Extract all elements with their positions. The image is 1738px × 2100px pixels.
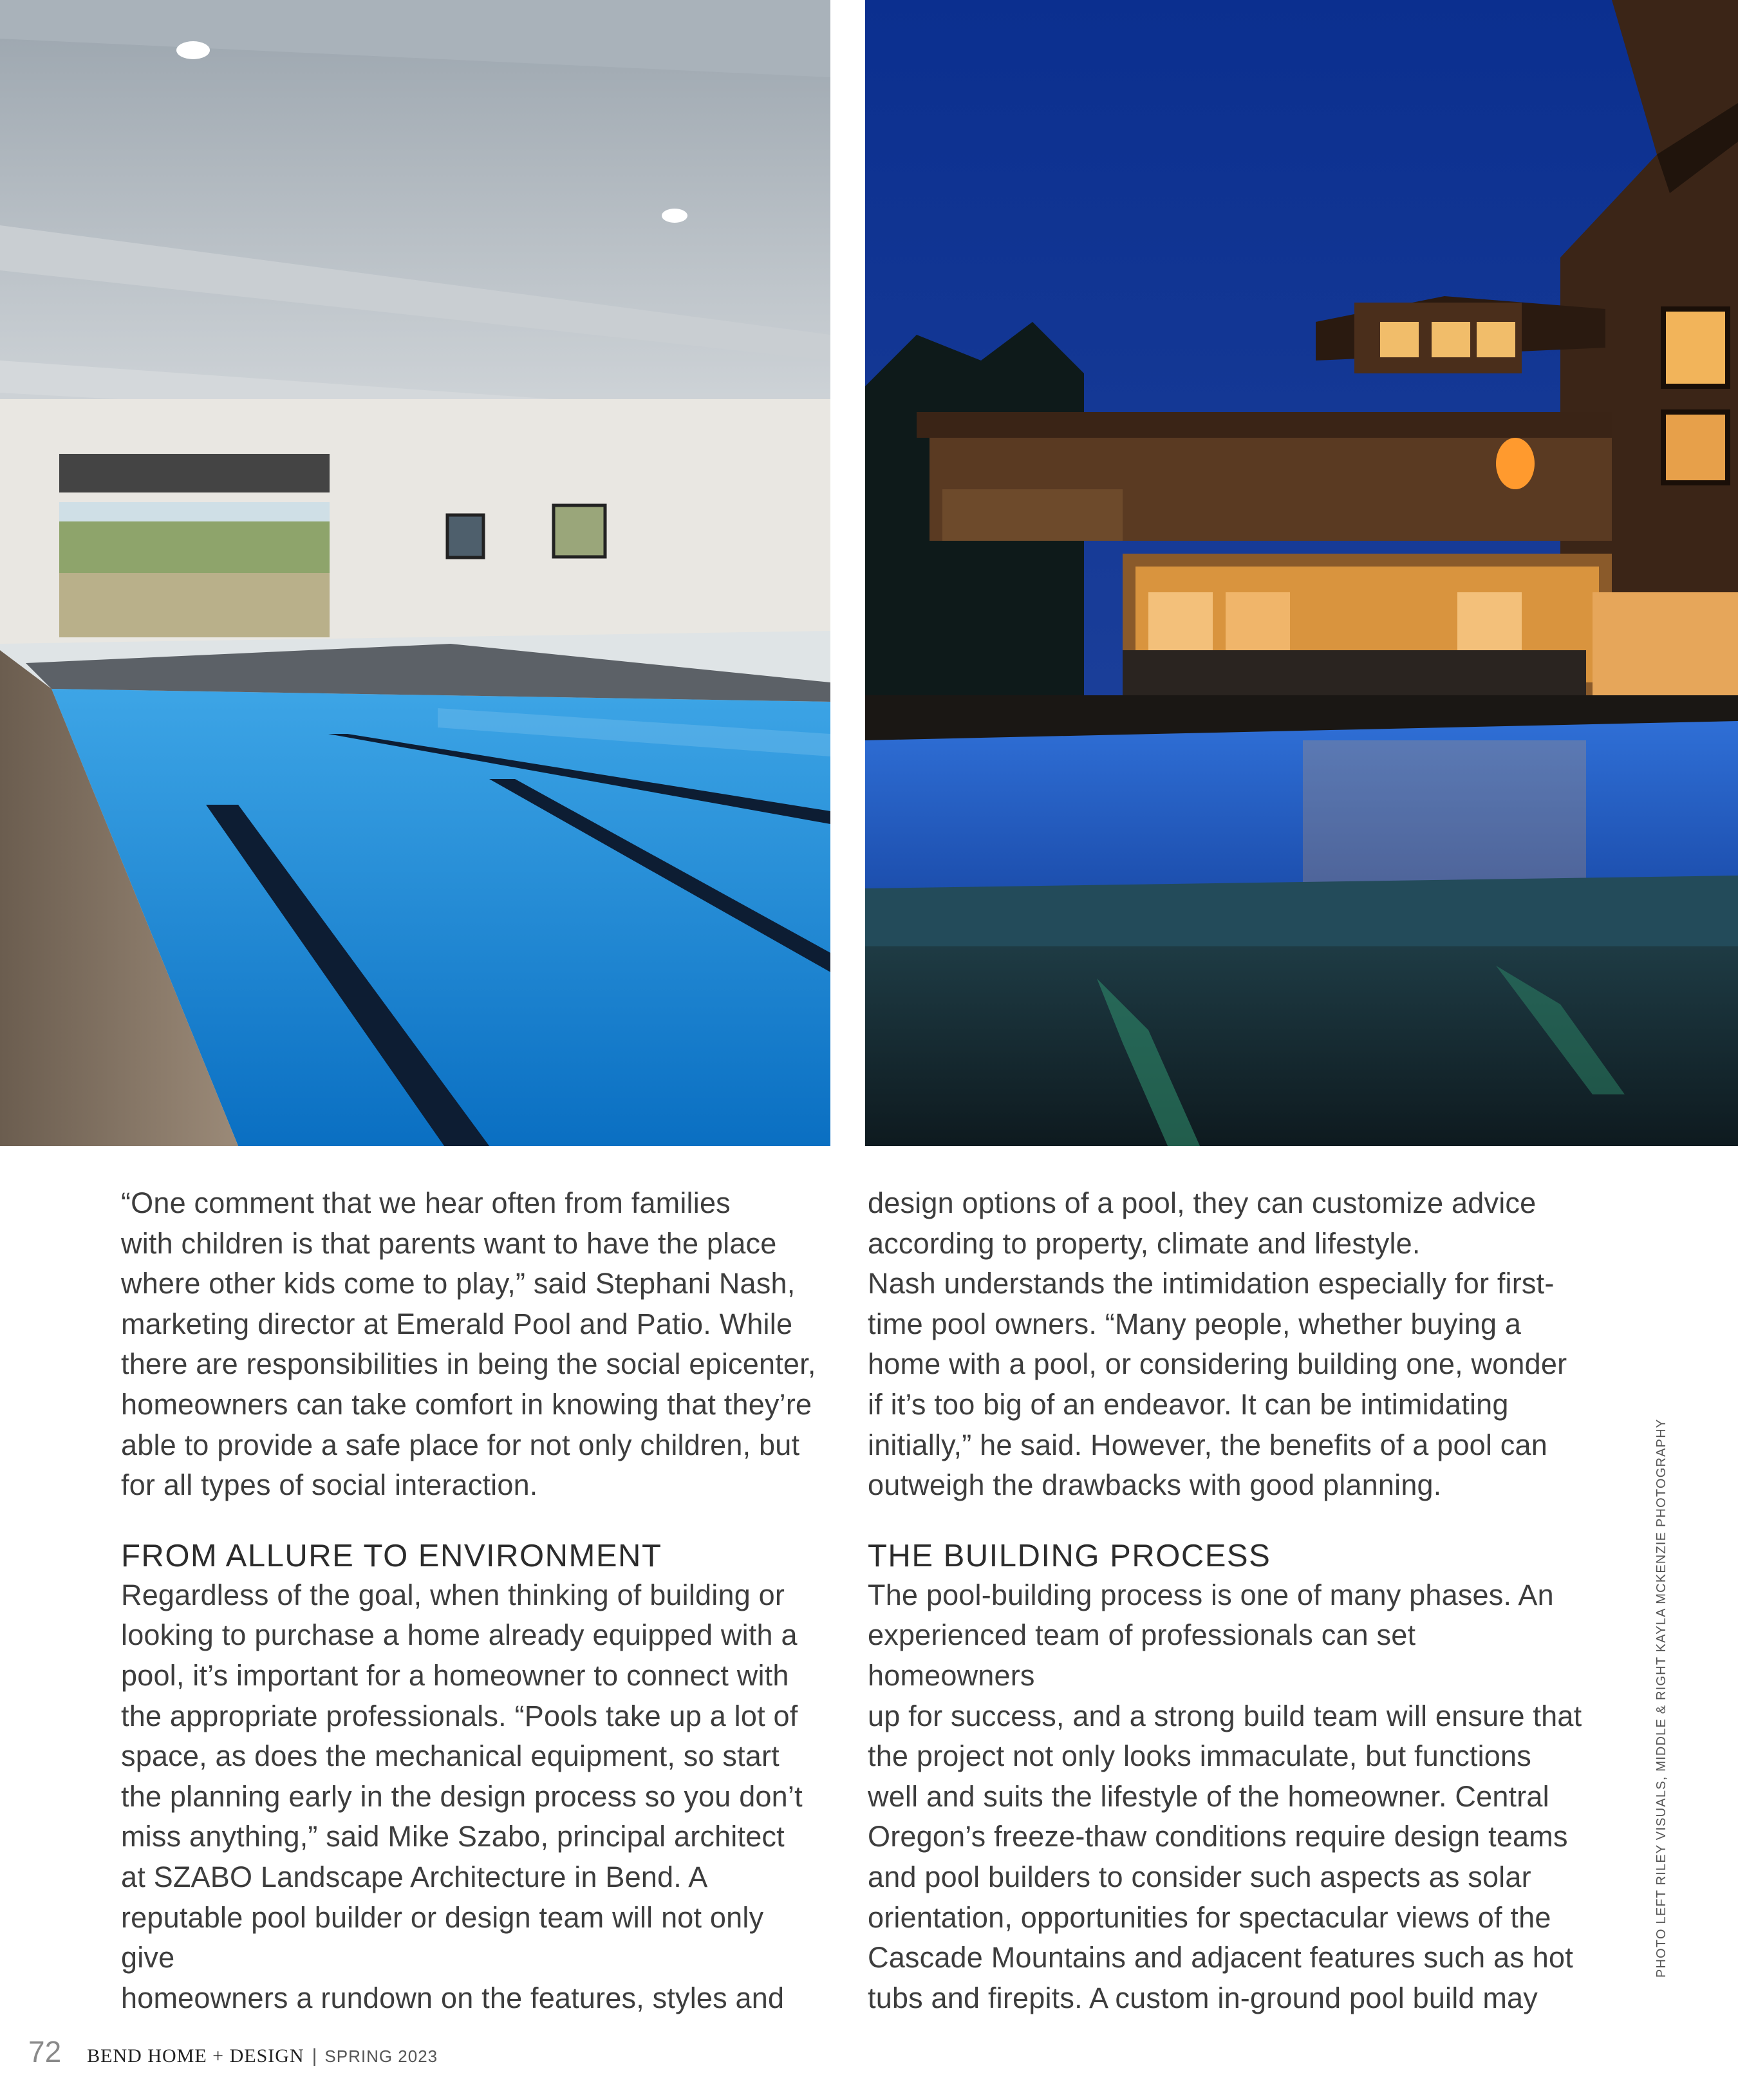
right-paragraph-2: Nash understands the intimidation especially for first- time pool owners. “Many people, whether buying a home with a pool, or considering building one, wonder if it’s too big of an endeavor. It can be intimidating initially,” he said. However, the benefits of a pool can outweigh the drawbacks with good planning. [868, 1267, 1567, 1502]
left-paragraph-1: “One comment that we hear often from families with children is that parents want to have the place where other kids come to play,” said Stephani Nash, marketing director at Emerald Pool and Patio. While there are responsibilities in being the social epicenter, homeowners can take comfort in knowing that they’re able to provide a safe place for not only children, but for all types of social interaction. [121, 1186, 816, 1502]
page-footer [28, 2034, 438, 2073]
page-number: 72 [28, 2035, 62, 2068]
photo-credit: PHOTO LEFT RILEY VISUALS, MIDDLE & RIGHT KAYLA MCKENZIE PHOTOGRAPHY [1654, 1418, 1668, 1978]
heading-building-process: THE BUILDING PROCESS [868, 1538, 1271, 1573]
right-paragraph-3: The pool-building process is one of many phases. An experienced team of professionals can set homeowners up for success, and a strong build team will ensure that the project not only looks immaculate, but functions well and suits the lifestyle of the homeowner. Central Oregon’s freeze-thaw conditions require design teams and pool builders to consider such aspects as solar orientation, opportunities for spectacular views of the Cascade Mountains and adjacent features such as hot tubs and firepits. A custom in-ground pool build may [868, 1578, 1582, 2014]
heading-allure-environment: FROM ALLURE TO ENVIRONMENT [121, 1538, 662, 1573]
left-paragraph-2: Regardless of the goal, when thinking of building or looking to purchase a home already equipped with a pool, it’s important for a homeowner to connect with the appropriate professionals. “Pools take up a lot of space, as does the mechanical equipment, so start the planning early in the design process so you don’t miss anything,” said Mike Szabo, principal architect at SZABO Landscape Architecture in Bend. A reputable pool builder or design team will not only give homeowners a rundown on the features, styles and [121, 1578, 803, 2014]
photo-lodge-pool-dusk [865, 0, 1738, 1146]
footer-separator: | [312, 2045, 317, 2067]
right-column [868, 1183, 1582, 2018]
lodge-pool-illustration [865, 0, 1738, 1146]
photo-indoor-pool [0, 0, 830, 1146]
issue-label: SPRING 2023 [324, 2047, 438, 2066]
indoor-pool-illustration [0, 0, 830, 1146]
left-column [121, 1183, 816, 2018]
magazine-name: BEND HOME + DESIGN [87, 2045, 304, 2067]
right-paragraph-1: design options of a pool, they can customize advice according to property, climate and lifestyle. [868, 1186, 1537, 1260]
